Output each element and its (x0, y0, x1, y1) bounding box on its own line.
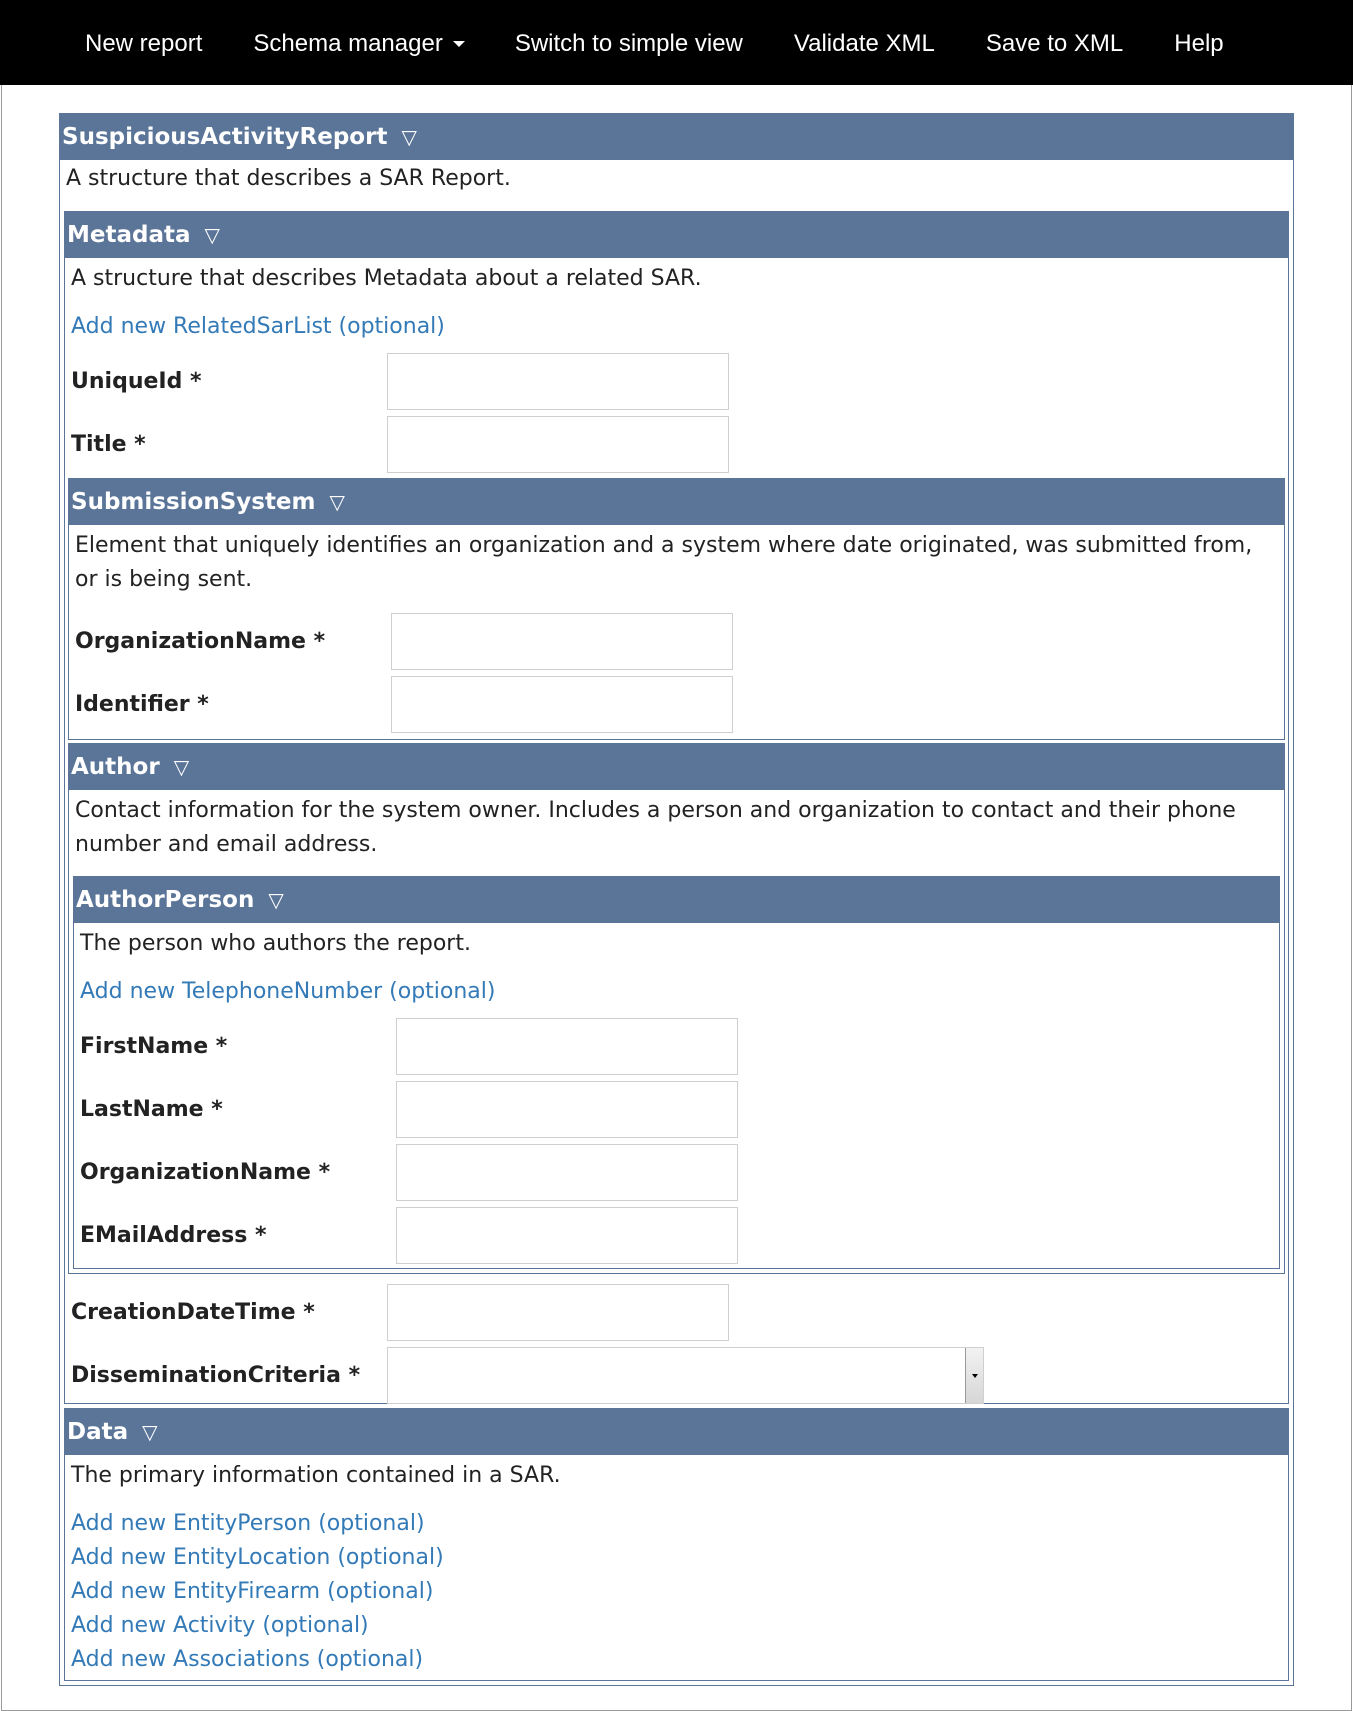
help-button[interactable]: Help (1174, 29, 1224, 57)
section-title: SubmissionSystem (71, 489, 316, 515)
identifier-input[interactable] (391, 676, 733, 733)
section-title: Author (71, 754, 160, 780)
section-data (64, 1408, 1289, 1681)
field-row-dissemination-criteria (65, 1344, 1288, 1407)
section-description: The primary information contained in a SAR. (71, 1463, 561, 1488)
section-description: A structure that describes a SAR Report. (66, 166, 511, 191)
field-row-last-name (74, 1078, 1279, 1141)
organization-name-label: OrganizationName * (80, 1160, 331, 1185)
section-submission-system (68, 478, 1285, 740)
collapse-triangle-icon[interactable]: ▽ (173, 755, 190, 779)
add-entity-person-link[interactable]: Add new EntityPerson (optional) (71, 1511, 425, 1536)
section-header-sar[interactable] (60, 114, 1293, 160)
organization-name-input[interactable] (396, 1144, 738, 1201)
section-description: Element that uniquely identifies an organization and a system where date originated, was submitted from, or is being sent. (75, 533, 1253, 592)
first-name-input[interactable] (396, 1018, 738, 1075)
collapse-triangle-icon[interactable]: ▽ (204, 223, 220, 247)
add-entity-firearm-link[interactable]: Add new EntityFirearm (optional) (71, 1579, 434, 1604)
field-row-unique-id (65, 350, 1288, 413)
add-entity-location-link[interactable]: Add new EntityLocation (optional) (71, 1545, 444, 1570)
section-title: AuthorPerson (76, 887, 255, 913)
save-xml-button[interactable]: Save to XML (985, 29, 1124, 57)
section-author-person (73, 876, 1280, 1269)
field-row-email-address (74, 1204, 1279, 1267)
last-name-input[interactable] (396, 1081, 738, 1138)
add-related-sar-list-link[interactable]: Add new RelatedSarList (optional) (71, 314, 445, 339)
field-row-organization-name (74, 1141, 1279, 1204)
creation-date-time-label: CreationDateTime * (71, 1300, 315, 1325)
section-header-data[interactable] (65, 1409, 1288, 1455)
email-address-label: EMailAddress * (80, 1223, 267, 1248)
switch-simple-view-button[interactable]: Switch to simple view (514, 29, 743, 57)
dissemination-criteria-select[interactable] (387, 1347, 984, 1404)
dropdown-arrow-icon (972, 1374, 978, 1378)
section-header-author[interactable] (69, 744, 1284, 790)
collapse-triangle-icon[interactable]: ▽ (401, 125, 417, 149)
field-row-identifier (69, 673, 1284, 736)
add-telephone-number-link[interactable]: Add new TelephoneNumber (optional) (80, 979, 496, 1004)
section-description: The person who authors the report. (80, 931, 471, 956)
caret-down-icon (453, 41, 465, 47)
unique-id-input[interactable] (387, 353, 729, 410)
field-row-creation-date-time (65, 1281, 1288, 1344)
add-associations-link[interactable]: Add new Associations (optional) (71, 1647, 424, 1672)
section-suspicious-activity-report (59, 113, 1294, 1686)
field-row-first-name (74, 1015, 1279, 1078)
collapse-triangle-icon[interactable]: ▽ (329, 490, 345, 514)
creation-date-time-input[interactable] (387, 1284, 729, 1341)
email-address-input[interactable] (396, 1207, 738, 1264)
title-input[interactable] (387, 416, 729, 473)
collapse-triangle-icon[interactable]: ▽ (142, 1420, 158, 1444)
section-header-submission-system[interactable] (69, 479, 1284, 525)
title-label: Title * (71, 432, 146, 457)
section-description: Contact information for the system owner. Includes a person and organization to contact and their phone number and email address. (75, 798, 1236, 857)
section-description: A structure that describes Metadata about a related SAR. (71, 266, 702, 291)
unique-id-label: UniqueId * (71, 369, 202, 394)
validate-xml-button[interactable]: Validate XML (793, 29, 935, 57)
field-row-organization-name (69, 610, 1284, 673)
select-dropdown-button[interactable] (965, 1348, 983, 1403)
identifier-label: Identifier * (75, 692, 209, 717)
section-metadata (64, 211, 1289, 1404)
last-name-label: LastName * (80, 1097, 223, 1122)
section-header-author-person[interactable] (74, 877, 1279, 923)
schema-manager-dropdown[interactable] (253, 28, 464, 58)
section-title: SuspiciousActivityReport (62, 124, 388, 150)
schema-manager-label: Schema manager (253, 29, 443, 57)
section-author (68, 743, 1285, 1274)
section-title: Data (67, 1419, 129, 1445)
collapse-triangle-icon[interactable]: ▽ (268, 888, 284, 912)
new-report-button[interactable]: New report (85, 29, 203, 57)
organization-name-label: OrganizationName * (75, 629, 326, 654)
field-row-title (65, 413, 1288, 476)
dissemination-criteria-label: DisseminationCriteria * (71, 1363, 361, 1388)
top-navbar (0, 0, 1353, 85)
section-header-metadata[interactable] (65, 212, 1288, 258)
organization-name-input[interactable] (391, 613, 733, 670)
section-title: Metadata (67, 222, 191, 248)
add-activity-link[interactable]: Add new Activity (optional) (71, 1613, 369, 1638)
first-name-label: FirstName * (80, 1034, 228, 1059)
